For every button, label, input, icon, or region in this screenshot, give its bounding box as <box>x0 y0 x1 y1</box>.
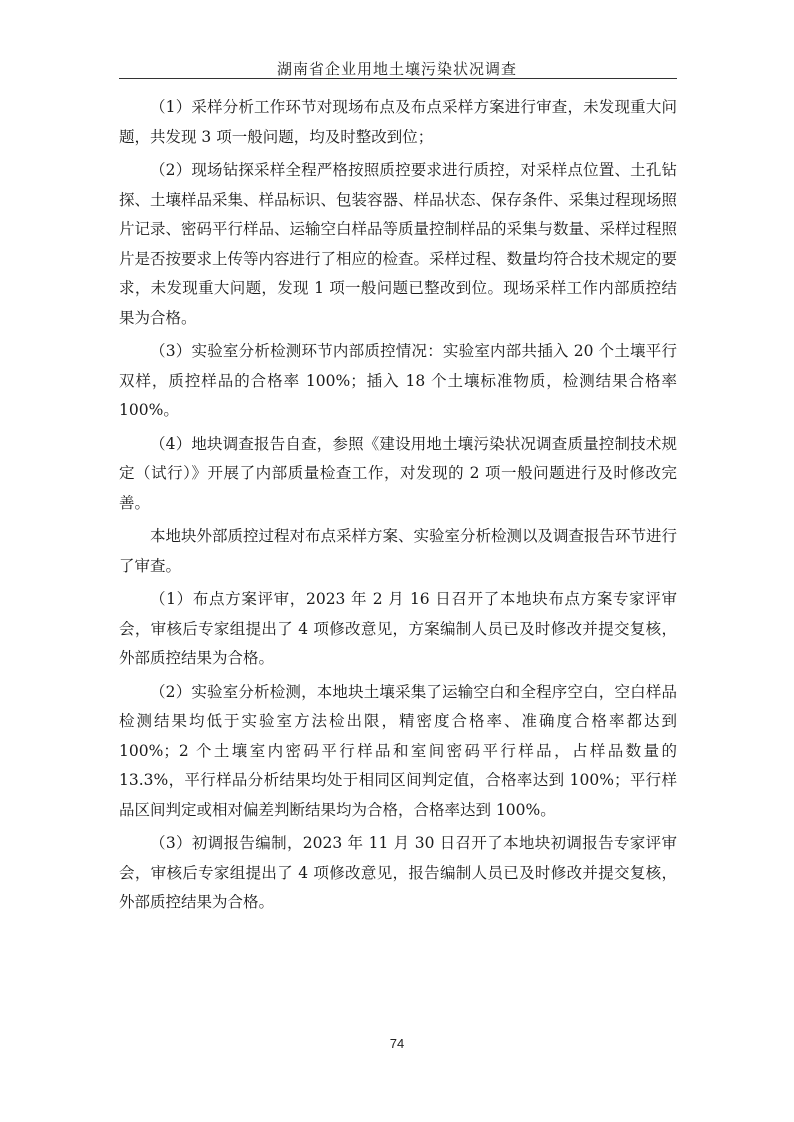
paragraph-lab-internal-qc: （3）实验室分析检测环节内部质控情况：实验室内部共插入 20 个土壤平行双样，质控样品的合格率 100%；插入 18 个土壤标准物质，检测结果合格率 100%。 <box>119 342 677 419</box>
paragraph-lab-analysis: （2）实验室分析检测，本地块土壤采集了运输空白和全程序空白，空白样品检测结果均低于实验室方法检出限，精密度合格率、准确度合格率都达到 100%；2 个土壤室内密码平行样品和室间密码平行样品，占样品数量的 13.3%，平行样品分析结果均处于相同区间判定值，合格率达到 100%；平行样品区间判定或相对偏差判断结果均为合格，合格率达到 100%。 <box>119 682 677 819</box>
running-header-title: 湖南省企业用地土壤污染状况调查 <box>276 60 517 78</box>
paragraph-field-drilling-qc: （2）现场钻探采样全程严格按照质控要求进行质控，对采样点位置、土孔钻探、土壤样品采集、样品标识、包装容器、样品状态、保存条件、采集过程现场照片记录、密码平行样品、运输空白样品等质量控制样品的采集与数量、采样过程照片是否按要求上传等内容进行了相应的检查。采样过程、数量均符合技术规定的要求，未发现重大问题，发现 1 项一般问题已整改到位。现场采样工作内部质控结果为合格。 <box>119 161 678 327</box>
page-number: 74 <box>389 1036 405 1051</box>
paragraph-external-qc-intro: 本地块外部质控过程对布点采样方案、实验室分析检测以及调查报告环节进行了审查。 <box>119 527 678 575</box>
paragraph-report-self-check: （4）地块调查报告自查，参照《建设用地土壤污染状况调查质量控制技术规定（试行）》开展了内部质量检查工作，对发现的 2 项一般问题进行及时修改完善。 <box>119 434 677 512</box>
paragraph-sampling-review: （1）采样分析工作环节对现场布点及布点采样方案进行审查，未发现重大问题，共发现 3 项一般问题，均及时整改到位； <box>119 98 677 146</box>
document-body <box>119 93 677 918</box>
paragraph-initial-report: （3）初调报告编制，2023 年 11 月 30 日召开了本地块初调报告专家评审会，审核后专家组提出了 4 项修改意见，报告编制人员已及时修改并提交复核，外部质控结果为合格。 <box>119 834 677 911</box>
paragraph-layout-plan-review: （1）布点方案评审，2023 年 2 月 16 日召开了本地块布点方案专家评审会，审核后专家组提出了 4 项修改意见，方案编制人员已及时修改并提交复核，外部质控结果为合格。 <box>119 590 677 667</box>
header-divider <box>119 78 677 79</box>
